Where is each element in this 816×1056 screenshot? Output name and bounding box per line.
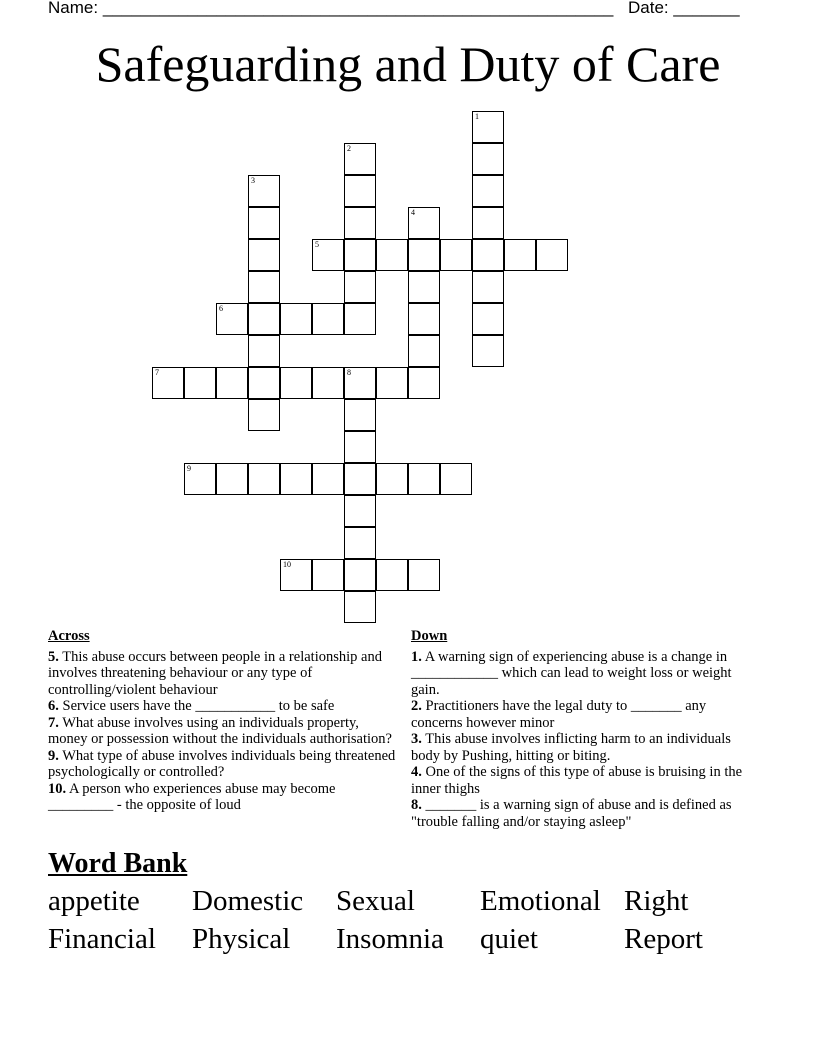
crossword-cell[interactable] xyxy=(248,463,280,495)
crossword-cell[interactable] xyxy=(344,271,376,303)
clue-text: What type of abuse involves individuals being threatened psychologically or controlled? xyxy=(48,747,396,780)
clue-text: This abuse occurs between people in a relationship and involves threatening behaviour or any type of controlling/violent behaviour xyxy=(48,648,382,698)
crossword-cell[interactable] xyxy=(472,143,504,175)
clue-number: 3. xyxy=(411,731,422,747)
crossword-cell[interactable] xyxy=(344,431,376,463)
crossword-cell[interactable] xyxy=(312,463,344,495)
crossword-cell[interactable] xyxy=(472,207,504,239)
crossword-cell[interactable] xyxy=(248,239,280,271)
crossword-cell[interactable] xyxy=(280,367,312,399)
crossword-cell[interactable] xyxy=(344,175,376,207)
across-clues xyxy=(48,628,398,814)
crossword-cell[interactable] xyxy=(344,527,376,559)
crossword-cell[interactable] xyxy=(408,559,440,591)
clue-number: 1. xyxy=(411,648,422,665)
crossword-cell[interactable] xyxy=(472,175,504,207)
crossword-cell[interactable] xyxy=(408,463,440,495)
crossword-cell[interactable] xyxy=(344,559,376,591)
clue-number: 8. xyxy=(411,797,422,813)
crossword-cell[interactable] xyxy=(312,239,344,271)
crossword-cell[interactable] xyxy=(280,303,312,335)
crossword-cell[interactable] xyxy=(344,591,376,623)
clue-number-label: 8 xyxy=(347,368,351,377)
crossword-cell[interactable] xyxy=(472,335,504,367)
crossword-cell[interactable] xyxy=(312,559,344,591)
clue-text: Service users have the ___________ to be safe xyxy=(62,698,335,714)
crossword-cell[interactable] xyxy=(472,111,504,143)
word-bank-item: Domestic xyxy=(192,885,304,917)
crossword-cell[interactable] xyxy=(408,207,440,239)
crossword-cell[interactable] xyxy=(248,399,280,431)
clue-text: A warning sign of experiencing abuse is a change in ____________ which can lead to weight loss or weight gain. xyxy=(411,648,732,698)
crossword-cell[interactable] xyxy=(344,399,376,431)
down-clue-4 xyxy=(411,764,756,797)
down-clue-8 xyxy=(411,797,756,830)
clue-text: _______ is a warning sign of abuse and is defined as "trouble falling and/or staying asleep" xyxy=(411,797,732,830)
crossword-cell[interactable] xyxy=(184,463,216,495)
clue-text: This abuse involves inflicting harm to an individuals body by Pushing, hitting or biting. xyxy=(411,731,731,764)
word-bank-item: Report xyxy=(624,923,703,955)
clue-number-label: 10 xyxy=(283,560,291,569)
crossword-cell[interactable] xyxy=(344,463,376,495)
across-clue-9 xyxy=(48,748,398,781)
date-field[interactable] xyxy=(628,0,740,18)
clue-number: 10. xyxy=(48,780,67,797)
crossword-cell[interactable] xyxy=(312,367,344,399)
clue-number: 6. xyxy=(48,698,59,714)
word-bank-item: Financial xyxy=(48,923,156,955)
clue-number-label: 2 xyxy=(347,144,351,153)
page-title: Safeguarding and Duty of Care xyxy=(95,36,721,92)
word-bank-item: Insomnia xyxy=(336,923,444,955)
clue-number-label: 7 xyxy=(155,368,159,377)
crossword-cell[interactable] xyxy=(408,271,440,303)
crossword-cell[interactable] xyxy=(376,367,408,399)
word-bank-item: Physical xyxy=(192,923,291,955)
across-clue-7 xyxy=(48,715,398,748)
crossword-cell[interactable] xyxy=(248,271,280,303)
clue-text: A person who experiences abuse may become _________ - the opposite of loud xyxy=(48,780,336,813)
down-clues xyxy=(411,628,756,830)
word-bank-item: Sexual xyxy=(336,885,415,917)
header-row xyxy=(48,0,748,20)
word-bank-item: quiet xyxy=(480,923,538,955)
crossword-cell[interactable] xyxy=(216,463,248,495)
clue-number: 7. xyxy=(48,714,59,731)
crossword-cell[interactable] xyxy=(376,239,408,271)
clue-number: 2. xyxy=(411,698,422,714)
crossword-cell[interactable] xyxy=(344,303,376,335)
crossword-cell[interactable] xyxy=(440,239,472,271)
down-clue-1 xyxy=(411,649,756,699)
across-clue-5 xyxy=(48,649,398,699)
clue-number: 5. xyxy=(48,648,59,665)
crossword-cell[interactable] xyxy=(248,367,280,399)
down-clue-3 xyxy=(411,731,756,764)
clue-number: 4. xyxy=(411,764,422,780)
crossword-cell[interactable] xyxy=(216,367,248,399)
down-clue-2 xyxy=(411,698,756,731)
crossword-cell[interactable] xyxy=(376,463,408,495)
date-line[interactable]: _______ xyxy=(673,0,740,17)
crossword-cell[interactable] xyxy=(408,335,440,367)
name-field[interactable] xyxy=(48,0,613,18)
crossword-cell[interactable] xyxy=(344,143,376,175)
crossword-cell[interactable] xyxy=(248,207,280,239)
clue-number-label: 4 xyxy=(411,208,415,217)
date-label: Date: xyxy=(628,0,669,17)
clue-number-label: 6 xyxy=(219,304,223,313)
crossword-cell[interactable] xyxy=(504,239,536,271)
crossword-cell[interactable] xyxy=(408,303,440,335)
name-label: Name: xyxy=(48,0,99,17)
crossword-cell[interactable] xyxy=(216,303,248,335)
crossword-cell[interactable] xyxy=(344,495,376,527)
crossword-cell[interactable] xyxy=(344,207,376,239)
crossword-cell[interactable] xyxy=(344,367,376,399)
crossword-cell[interactable] xyxy=(280,463,312,495)
crossword-cell[interactable] xyxy=(408,239,440,271)
word-bank xyxy=(48,882,768,958)
crossword-cell[interactable] xyxy=(248,303,280,335)
clue-number-label: 1 xyxy=(475,112,479,121)
word-bank-item: Right xyxy=(624,885,689,917)
crossword-cell[interactable] xyxy=(376,559,408,591)
crossword-cell[interactable] xyxy=(248,175,280,207)
word-bank-item: appetite xyxy=(48,885,140,917)
crossword-cell[interactable] xyxy=(472,303,504,335)
crossword-cell[interactable] xyxy=(184,367,216,399)
crossword-cell[interactable] xyxy=(440,463,472,495)
crossword-cell[interactable] xyxy=(280,559,312,591)
word-bank-title: Word Bank xyxy=(48,848,188,879)
crossword-cell[interactable] xyxy=(152,367,184,399)
clue-number-label: 3 xyxy=(251,176,255,185)
clue-text: Practitioners have the legal duty to _______ any concerns however minor xyxy=(411,698,707,731)
name-line[interactable]: ______________________________________________________ xyxy=(102,0,614,17)
crossword-cell[interactable] xyxy=(248,335,280,367)
across-heading: Across xyxy=(48,628,90,644)
crossword-cell[interactable] xyxy=(344,239,376,271)
word-bank-item: Emotional xyxy=(480,885,601,917)
clue-text: One of the signs of this type of abuse is bruising in the inner thighs xyxy=(411,764,743,797)
clue-number: 9. xyxy=(48,747,59,764)
clue-text: What abuse involves using an individuals property, money or possession without the individuals authorisation? xyxy=(48,714,392,747)
across-clue-6 xyxy=(48,698,398,715)
clue-number-label: 9 xyxy=(187,464,191,473)
crossword-cell[interactable] xyxy=(472,271,504,303)
crossword-cell[interactable] xyxy=(408,367,440,399)
clue-number-label: 5 xyxy=(315,240,319,249)
down-heading: Down xyxy=(411,628,448,644)
across-clue-10 xyxy=(48,781,398,814)
crossword-cell[interactable] xyxy=(536,239,568,271)
crossword-cell[interactable] xyxy=(312,303,344,335)
crossword-cell[interactable] xyxy=(472,239,504,271)
